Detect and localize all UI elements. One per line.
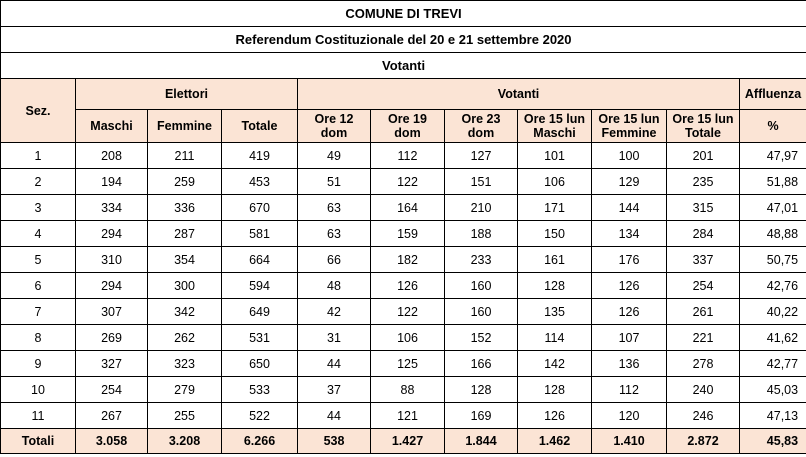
- cell-elettori-femmine: 342: [148, 299, 222, 325]
- cell-sez: 8: [1, 325, 76, 351]
- cell-ore15-maschi: 101: [518, 143, 592, 169]
- cell-ore15-totale: 240: [667, 377, 740, 403]
- cell-ore15-totale: 235: [667, 169, 740, 195]
- total-affluenza: 45,83: [740, 429, 806, 454]
- cell-ore23: 166: [445, 351, 518, 377]
- cell-elettori-totale: 453: [222, 169, 298, 195]
- cell-affluenza: 41,62: [740, 325, 806, 351]
- header-ore23-line2: dom: [467, 126, 495, 140]
- cell-sez: 6: [1, 273, 76, 299]
- cell-ore15-totale: 278: [667, 351, 740, 377]
- cell-affluenza: 51,88: [740, 169, 806, 195]
- header-ore15-maschi-line2: Maschi: [533, 126, 576, 140]
- header-ore15-totale-line2: Totale: [685, 126, 721, 140]
- cell-ore12: 31: [298, 325, 371, 351]
- cell-affluenza: 50,75: [740, 247, 806, 273]
- cell-sez: 3: [1, 195, 76, 221]
- cell-elettori-maschi: 307: [76, 299, 148, 325]
- cell-affluenza: 47,13: [740, 403, 806, 429]
- cell-ore15-femmine: 100: [592, 143, 667, 169]
- cell-elettori-femmine: 262: [148, 325, 222, 351]
- cell-elettori-femmine: 300: [148, 273, 222, 299]
- header-ore19-line2: dom: [394, 126, 421, 140]
- cell-sez: 2: [1, 169, 76, 195]
- cell-ore23: 160: [445, 273, 518, 299]
- header-percent: %: [740, 110, 806, 143]
- table-row: [1, 169, 806, 195]
- table-row: [1, 143, 806, 169]
- cell-elettori-femmine: 211: [148, 143, 222, 169]
- cell-sez: 1: [1, 143, 76, 169]
- cell-sez: 7: [1, 299, 76, 325]
- cell-sez: 5: [1, 247, 76, 273]
- cell-ore15-maschi: 135: [518, 299, 592, 325]
- total-elettori-totale: 6.266: [222, 429, 298, 454]
- cell-ore23: 210: [445, 195, 518, 221]
- cell-ore15-totale: 284: [667, 221, 740, 247]
- cell-ore23: 128: [445, 377, 518, 403]
- header-votanti: Votanti: [298, 79, 740, 110]
- cell-elettori-totale: 649: [222, 299, 298, 325]
- cell-ore15-maschi: 114: [518, 325, 592, 351]
- cell-elettori-maschi: 208: [76, 143, 148, 169]
- cell-affluenza: 42,77: [740, 351, 806, 377]
- header-ore12: [298, 110, 371, 143]
- cell-ore15-totale: 254: [667, 273, 740, 299]
- cell-ore23: 188: [445, 221, 518, 247]
- cell-ore15-maschi: 150: [518, 221, 592, 247]
- cell-elettori-femmine: 323: [148, 351, 222, 377]
- cell-sez: 10: [1, 377, 76, 403]
- cell-ore23: 233: [445, 247, 518, 273]
- table-row: [1, 299, 806, 325]
- total-sez: Totali: [1, 429, 76, 454]
- total-ore15-maschi: 1.462: [518, 429, 592, 454]
- cell-ore15-femmine: 112: [592, 377, 667, 403]
- cell-ore15-maschi: 106: [518, 169, 592, 195]
- cell-sez: 11: [1, 403, 76, 429]
- cell-ore15-totale: 201: [667, 143, 740, 169]
- cell-sez: 4: [1, 221, 76, 247]
- header-ore19: [371, 110, 445, 143]
- cell-ore12: 51: [298, 169, 371, 195]
- cell-elettori-femmine: 279: [148, 377, 222, 403]
- table-row: [1, 377, 806, 403]
- total-ore19: 1.427: [371, 429, 445, 454]
- header-ore12-line2: dom: [320, 126, 348, 140]
- total-ore15-totale: 2.872: [667, 429, 740, 454]
- cell-ore19: 125: [371, 351, 445, 377]
- cell-elettori-totale: 664: [222, 247, 298, 273]
- cell-ore15-totale: 221: [667, 325, 740, 351]
- cell-ore12: 48: [298, 273, 371, 299]
- cell-ore15-maschi: 142: [518, 351, 592, 377]
- table-row: [1, 325, 806, 351]
- header-sez: Sez.: [1, 79, 76, 143]
- cell-ore12: 37: [298, 377, 371, 403]
- cell-ore15-femmine: 126: [592, 273, 667, 299]
- cell-elettori-maschi: 269: [76, 325, 148, 351]
- cell-ore15-maschi: 171: [518, 195, 592, 221]
- header-femmine: Femmine: [148, 110, 222, 143]
- cell-ore15-femmine: 134: [592, 221, 667, 247]
- header-ore23-line1: Ore 23: [461, 112, 501, 126]
- total-ore23: 1.844: [445, 429, 518, 454]
- cell-ore15-maschi: 161: [518, 247, 592, 273]
- cell-ore23: 151: [445, 169, 518, 195]
- cell-elettori-femmine: 336: [148, 195, 222, 221]
- cell-ore19: 88: [371, 377, 445, 403]
- header-elettori: Elettori: [76, 79, 298, 110]
- header-ore15-femmine-line1: Ore 15 lun: [598, 112, 660, 126]
- total-elettori-femmine: 3.208: [148, 429, 222, 454]
- cell-elettori-totale: 670: [222, 195, 298, 221]
- cell-elettori-femmine: 354: [148, 247, 222, 273]
- table-row: [1, 273, 806, 299]
- cell-ore15-totale: 261: [667, 299, 740, 325]
- cell-ore15-maschi: 128: [518, 377, 592, 403]
- cell-ore23: 127: [445, 143, 518, 169]
- cell-ore19: 121: [371, 403, 445, 429]
- total-ore15-femmine: 1.410: [592, 429, 667, 454]
- table-row: [1, 403, 806, 429]
- cell-affluenza: 47,01: [740, 195, 806, 221]
- totals-row: [1, 429, 806, 454]
- cell-ore15-femmine: 126: [592, 299, 667, 325]
- total-ore12: 538: [298, 429, 371, 454]
- cell-elettori-femmine: 287: [148, 221, 222, 247]
- cell-affluenza: 47,97: [740, 143, 806, 169]
- cell-elettori-totale: 650: [222, 351, 298, 377]
- header-ore15-maschi: [518, 110, 592, 143]
- cell-ore15-femmine: 136: [592, 351, 667, 377]
- cell-ore15-totale: 315: [667, 195, 740, 221]
- cell-elettori-femmine: 255: [148, 403, 222, 429]
- cell-ore15-totale: 246: [667, 403, 740, 429]
- cell-elettori-totale: 594: [222, 273, 298, 299]
- cell-sez: 9: [1, 351, 76, 377]
- total-elettori-maschi: 3.058: [76, 429, 148, 454]
- cell-ore19: 106: [371, 325, 445, 351]
- cell-ore15-femmine: 129: [592, 169, 667, 195]
- cell-ore15-totale: 337: [667, 247, 740, 273]
- cell-ore12: 66: [298, 247, 371, 273]
- cell-affluenza: 45,03: [740, 377, 806, 403]
- cell-ore15-femmine: 144: [592, 195, 667, 221]
- cell-ore12: 44: [298, 403, 371, 429]
- table-row: [1, 221, 806, 247]
- cell-ore15-femmine: 176: [592, 247, 667, 273]
- header-ore12-line1: Ore 12: [314, 112, 354, 126]
- cell-ore23: 152: [445, 325, 518, 351]
- cell-ore12: 49: [298, 143, 371, 169]
- cell-elettori-maschi: 254: [76, 377, 148, 403]
- cell-ore15-maschi: 126: [518, 403, 592, 429]
- cell-ore12: 63: [298, 221, 371, 247]
- cell-ore23: 160: [445, 299, 518, 325]
- header-ore15-totale: [667, 110, 740, 143]
- table-row: [1, 195, 806, 221]
- table-row: [1, 247, 806, 273]
- cell-ore15-femmine: 107: [592, 325, 667, 351]
- cell-ore12: 44: [298, 351, 371, 377]
- cell-elettori-maschi: 334: [76, 195, 148, 221]
- cell-elettori-totale: 533: [222, 377, 298, 403]
- cell-ore23: 169: [445, 403, 518, 429]
- header-totale: Totale: [222, 110, 298, 143]
- cell-elettori-totale: 581: [222, 221, 298, 247]
- table-row: [1, 351, 806, 377]
- header-ore15-femmine-line2: Femmine: [601, 126, 657, 140]
- header-ore19-line1: Ore 19: [388, 112, 427, 126]
- header-ore15-femmine: [592, 110, 667, 143]
- header-ore15-totale-line1: Ore 15 lun: [672, 112, 734, 126]
- cell-ore19: 112: [371, 143, 445, 169]
- cell-elettori-maschi: 294: [76, 273, 148, 299]
- cell-ore12: 63: [298, 195, 371, 221]
- comune-title: COMUNE DI TREVI: [1, 1, 806, 27]
- cell-affluenza: 48,88: [740, 221, 806, 247]
- cell-ore15-femmine: 120: [592, 403, 667, 429]
- section-title: Votanti: [1, 53, 806, 79]
- referendum-title: Referendum Costituzionale del 20 e 21 settembre 2020: [1, 27, 806, 53]
- cell-elettori-maschi: 327: [76, 351, 148, 377]
- cell-ore19: 182: [371, 247, 445, 273]
- cell-ore15-maschi: 128: [518, 273, 592, 299]
- cell-ore19: 122: [371, 299, 445, 325]
- header-ore15-maschi-line1: Ore 15 lun: [523, 112, 586, 126]
- cell-elettori-totale: 419: [222, 143, 298, 169]
- cell-affluenza: 42,76: [740, 273, 806, 299]
- cell-elettori-maschi: 267: [76, 403, 148, 429]
- header-affluenza: Affluenza: [740, 79, 806, 110]
- cell-affluenza: 40,22: [740, 299, 806, 325]
- cell-elettori-totale: 531: [222, 325, 298, 351]
- cell-ore12: 42: [298, 299, 371, 325]
- cell-ore19: 164: [371, 195, 445, 221]
- cell-elettori-maschi: 294: [76, 221, 148, 247]
- cell-elettori-maschi: 310: [76, 247, 148, 273]
- cell-elettori-maschi: 194: [76, 169, 148, 195]
- cell-elettori-femmine: 259: [148, 169, 222, 195]
- cell-ore19: 126: [371, 273, 445, 299]
- header-maschi: Maschi: [76, 110, 148, 143]
- header-ore23: [445, 110, 518, 143]
- cell-ore19: 122: [371, 169, 445, 195]
- cell-elettori-totale: 522: [222, 403, 298, 429]
- cell-ore19: 159: [371, 221, 445, 247]
